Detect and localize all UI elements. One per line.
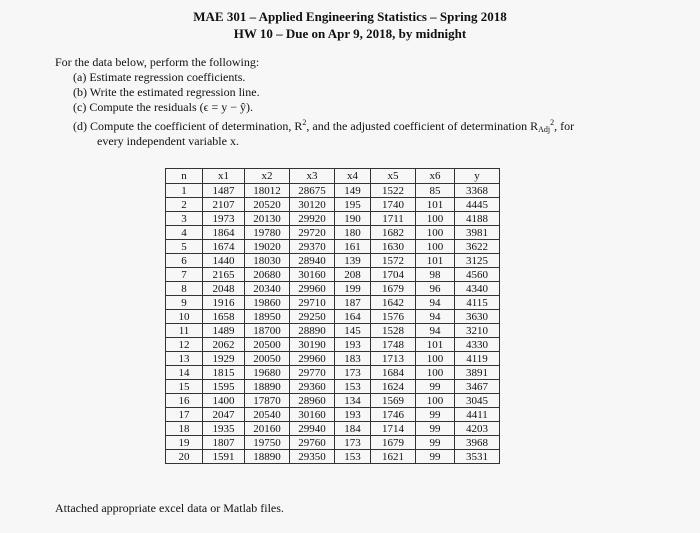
cell-x6: 101 — [416, 198, 455, 212]
header-y: y — [455, 169, 500, 184]
cell-x1: 1440 — [203, 254, 245, 268]
cell-x6: 98 — [416, 268, 455, 282]
cell-x6: 101 — [416, 338, 455, 352]
cell-x4: 195 — [335, 198, 371, 212]
table-row — [166, 282, 500, 296]
cell-x4: 184 — [335, 422, 371, 436]
cell-x5: 1642 — [371, 296, 416, 310]
cell-x2: 18700 — [245, 324, 290, 338]
cell-x4: 149 — [335, 184, 371, 198]
task-a: (a) Estimate regression coefficients. — [73, 70, 246, 84]
cell-x6: 94 — [416, 310, 455, 324]
cell-n: 15 — [166, 380, 203, 394]
cell-x3: 29370 — [290, 240, 335, 254]
cell-x6: 100 — [416, 394, 455, 408]
cell-x4: 161 — [335, 240, 371, 254]
task-d-text-3: , for — [554, 119, 575, 133]
cell-x2: 18030 — [245, 254, 290, 268]
cell-x4: 153 — [335, 450, 371, 464]
cell-x2: 18950 — [245, 310, 290, 324]
cell-x2: 18890 — [245, 450, 290, 464]
cell-x4: 183 — [335, 352, 371, 366]
cell-x2: 19780 — [245, 226, 290, 240]
cell-x2: 17870 — [245, 394, 290, 408]
cell-y: 3368 — [455, 184, 500, 198]
cell-x6: 96 — [416, 282, 455, 296]
cell-x1: 1973 — [203, 212, 245, 226]
cell-x5: 1621 — [371, 450, 416, 464]
cell-x6: 99 — [416, 408, 455, 422]
cell-x3: 29720 — [290, 226, 335, 240]
cell-x5: 1679 — [371, 282, 416, 296]
cell-n: 16 — [166, 394, 203, 408]
cell-y: 3210 — [455, 324, 500, 338]
cell-x1: 1935 — [203, 422, 245, 436]
footer-note: Attached appropriate excel data or Matlab files. — [55, 501, 284, 515]
table-body — [166, 184, 500, 464]
cell-y: 4203 — [455, 422, 500, 436]
table-row — [166, 436, 500, 450]
cell-x1: 1400 — [203, 394, 245, 408]
cell-x5: 1740 — [371, 198, 416, 212]
course-title: MAE 301 – Applied Engineering Statistics – Spring 2018 — [193, 9, 507, 24]
cell-x6: 100 — [416, 226, 455, 240]
cell-x1: 1591 — [203, 450, 245, 464]
cell-y: 4411 — [455, 408, 500, 422]
cell-x2: 19680 — [245, 366, 290, 380]
table-row — [166, 268, 500, 282]
cell-x4: 190 — [335, 212, 371, 226]
table-row — [166, 254, 500, 268]
cell-x2: 20130 — [245, 212, 290, 226]
cell-y: 3531 — [455, 450, 500, 464]
data-table — [165, 168, 500, 464]
cell-x3: 29360 — [290, 380, 335, 394]
cell-x1: 2047 — [203, 408, 245, 422]
cell-x3: 29940 — [290, 422, 335, 436]
cell-n: 4 — [166, 226, 203, 240]
cell-n: 10 — [166, 310, 203, 324]
table-row — [166, 296, 500, 310]
cell-x6: 85 — [416, 184, 455, 198]
cell-x1: 2165 — [203, 268, 245, 282]
adj-subscript: Adj — [538, 125, 551, 134]
cell-x4: 187 — [335, 296, 371, 310]
cell-x5: 1682 — [371, 226, 416, 240]
cell-x2: 20520 — [245, 198, 290, 212]
cell-x4: 199 — [335, 282, 371, 296]
cell-x5: 1711 — [371, 212, 416, 226]
header-x1: x1 — [203, 169, 245, 184]
cell-x5: 1713 — [371, 352, 416, 366]
cell-x3: 29920 — [290, 212, 335, 226]
cell-x1: 1489 — [203, 324, 245, 338]
cell-n: 20 — [166, 450, 203, 464]
cell-y: 3968 — [455, 436, 500, 450]
cell-x1: 1929 — [203, 352, 245, 366]
cell-x4: 193 — [335, 408, 371, 422]
assignment-subtitle: HW 10 – Due on Apr 9, 2018, by midnight — [233, 26, 467, 41]
cell-y: 4340 — [455, 282, 500, 296]
cell-x4: 145 — [335, 324, 371, 338]
cell-x1: 1864 — [203, 226, 245, 240]
task-d-continued: every independent variable x. — [97, 134, 239, 148]
cell-y: 3622 — [455, 240, 500, 254]
cell-x5: 1630 — [371, 240, 416, 254]
cell-x1: 2107 — [203, 198, 245, 212]
cell-x3: 28960 — [290, 394, 335, 408]
cell-x5: 1679 — [371, 436, 416, 450]
cell-y: 4560 — [455, 268, 500, 282]
cell-n: 3 — [166, 212, 203, 226]
cell-x4: 193 — [335, 338, 371, 352]
cell-x1: 1815 — [203, 366, 245, 380]
table-row — [166, 408, 500, 422]
cell-x6: 99 — [416, 380, 455, 394]
table-row — [166, 198, 500, 212]
cell-n: 5 — [166, 240, 203, 254]
cell-y: 3891 — [455, 366, 500, 380]
cell-n: 12 — [166, 338, 203, 352]
header-x3: x3 — [290, 169, 335, 184]
cell-x5: 1624 — [371, 380, 416, 394]
cell-x2: 20680 — [245, 268, 290, 282]
cell-y: 3045 — [455, 394, 500, 408]
cell-x1: 1674 — [203, 240, 245, 254]
cell-n: 9 — [166, 296, 203, 310]
cell-x5: 1748 — [371, 338, 416, 352]
cell-x1: 1595 — [203, 380, 245, 394]
cell-x3: 30190 — [290, 338, 335, 352]
table-row — [166, 212, 500, 226]
cell-x6: 100 — [416, 240, 455, 254]
cell-x5: 1704 — [371, 268, 416, 282]
cell-n: 6 — [166, 254, 203, 268]
header-x2: x2 — [245, 169, 290, 184]
task-d-text-2: , and the adjusted coefficient of determination R — [306, 119, 539, 133]
cell-n: 13 — [166, 352, 203, 366]
table-row — [166, 240, 500, 254]
cell-x2: 20340 — [245, 282, 290, 296]
cell-x3: 29960 — [290, 282, 335, 296]
cell-x3: 28940 — [290, 254, 335, 268]
cell-x3: 29250 — [290, 310, 335, 324]
header-n: n — [166, 169, 203, 184]
cell-y: 3467 — [455, 380, 500, 394]
header-x4: x4 — [335, 169, 371, 184]
cell-n: 8 — [166, 282, 203, 296]
cell-x4: 208 — [335, 268, 371, 282]
instructions-intro: For the data below, perform the following: — [55, 55, 260, 69]
cell-x2: 19020 — [245, 240, 290, 254]
table-row — [166, 324, 500, 338]
cell-x2: 19860 — [245, 296, 290, 310]
cell-x1: 1807 — [203, 436, 245, 450]
cell-x3: 28890 — [290, 324, 335, 338]
cell-x4: 180 — [335, 226, 371, 240]
cell-x6: 101 — [416, 254, 455, 268]
cell-n: 18 — [166, 422, 203, 436]
cell-x4: 134 — [335, 394, 371, 408]
cell-n: 2 — [166, 198, 203, 212]
cell-x1: 1658 — [203, 310, 245, 324]
cell-n: 1 — [166, 184, 203, 198]
adj-r-squared-exponent: 2 — [550, 118, 555, 127]
cell-x3: 29770 — [290, 366, 335, 380]
cell-x2: 18890 — [245, 380, 290, 394]
cell-x6: 94 — [416, 324, 455, 338]
cell-x5: 1522 — [371, 184, 416, 198]
task-c: (c) Compute the residuals (ϵ = y − ŷ). — [73, 100, 254, 114]
cell-x6: 99 — [416, 436, 455, 450]
cell-y: 4330 — [455, 338, 500, 352]
cell-x6: 99 — [416, 422, 455, 436]
cell-x5: 1746 — [371, 408, 416, 422]
table-row — [166, 394, 500, 408]
task-b: (b) Write the estimated regression line. — [73, 85, 260, 99]
cell-x2: 18012 — [245, 184, 290, 198]
cell-x4: 164 — [335, 310, 371, 324]
cell-x5: 1569 — [371, 394, 416, 408]
cell-x3: 29350 — [290, 450, 335, 464]
cell-x5: 1528 — [371, 324, 416, 338]
cell-x6: 94 — [416, 296, 455, 310]
table-row — [166, 184, 500, 198]
cell-n: 17 — [166, 408, 203, 422]
cell-x3: 30160 — [290, 268, 335, 282]
r-squared-exponent: 2 — [302, 118, 307, 127]
cell-y: 4119 — [455, 352, 500, 366]
cell-n: 19 — [166, 436, 203, 450]
cell-y: 3981 — [455, 226, 500, 240]
cell-x4: 173 — [335, 366, 371, 380]
table-row — [166, 226, 500, 240]
cell-x3: 30160 — [290, 408, 335, 422]
table-row — [166, 366, 500, 380]
cell-x6: 100 — [416, 352, 455, 366]
cell-x2: 19750 — [245, 436, 290, 450]
cell-x4: 153 — [335, 380, 371, 394]
table-row — [166, 352, 500, 366]
table-row — [166, 450, 500, 464]
cell-x2: 20160 — [245, 422, 290, 436]
cell-x3: 29960 — [290, 352, 335, 366]
cell-x1: 2048 — [203, 282, 245, 296]
task-d-text-1: (d) Compute the coefficient of determination, R — [73, 119, 303, 133]
cell-x5: 1714 — [371, 422, 416, 436]
cell-x3: 30120 — [290, 198, 335, 212]
cell-n: 11 — [166, 324, 203, 338]
cell-y: 4115 — [455, 296, 500, 310]
cell-x5: 1684 — [371, 366, 416, 380]
cell-x6: 100 — [416, 366, 455, 380]
table-row — [166, 310, 500, 324]
cell-y: 3125 — [455, 254, 500, 268]
cell-y: 4188 — [455, 212, 500, 226]
cell-y: 3630 — [455, 310, 500, 324]
cell-x5: 1572 — [371, 254, 416, 268]
cell-x5: 1576 — [371, 310, 416, 324]
cell-x3: 28675 — [290, 184, 335, 198]
table-row — [166, 380, 500, 394]
cell-x1: 1916 — [203, 296, 245, 310]
cell-x4: 173 — [335, 436, 371, 450]
table-row — [166, 338, 500, 352]
cell-n: 14 — [166, 366, 203, 380]
header-x5: x5 — [371, 169, 416, 184]
cell-x1: 2062 — [203, 338, 245, 352]
cell-x1: 1487 — [203, 184, 245, 198]
cell-x3: 29760 — [290, 436, 335, 450]
task-d — [73, 119, 574, 133]
cell-y: 4445 — [455, 198, 500, 212]
header-x6: x6 — [416, 169, 455, 184]
cell-x2: 20500 — [245, 338, 290, 352]
cell-x4: 139 — [335, 254, 371, 268]
table-row — [166, 422, 500, 436]
cell-n: 7 — [166, 268, 203, 282]
cell-x6: 100 — [416, 212, 455, 226]
table-header-row — [166, 169, 500, 184]
cell-x2: 20540 — [245, 408, 290, 422]
cell-x2: 20050 — [245, 352, 290, 366]
cell-x3: 29710 — [290, 296, 335, 310]
cell-x6: 99 — [416, 450, 455, 464]
